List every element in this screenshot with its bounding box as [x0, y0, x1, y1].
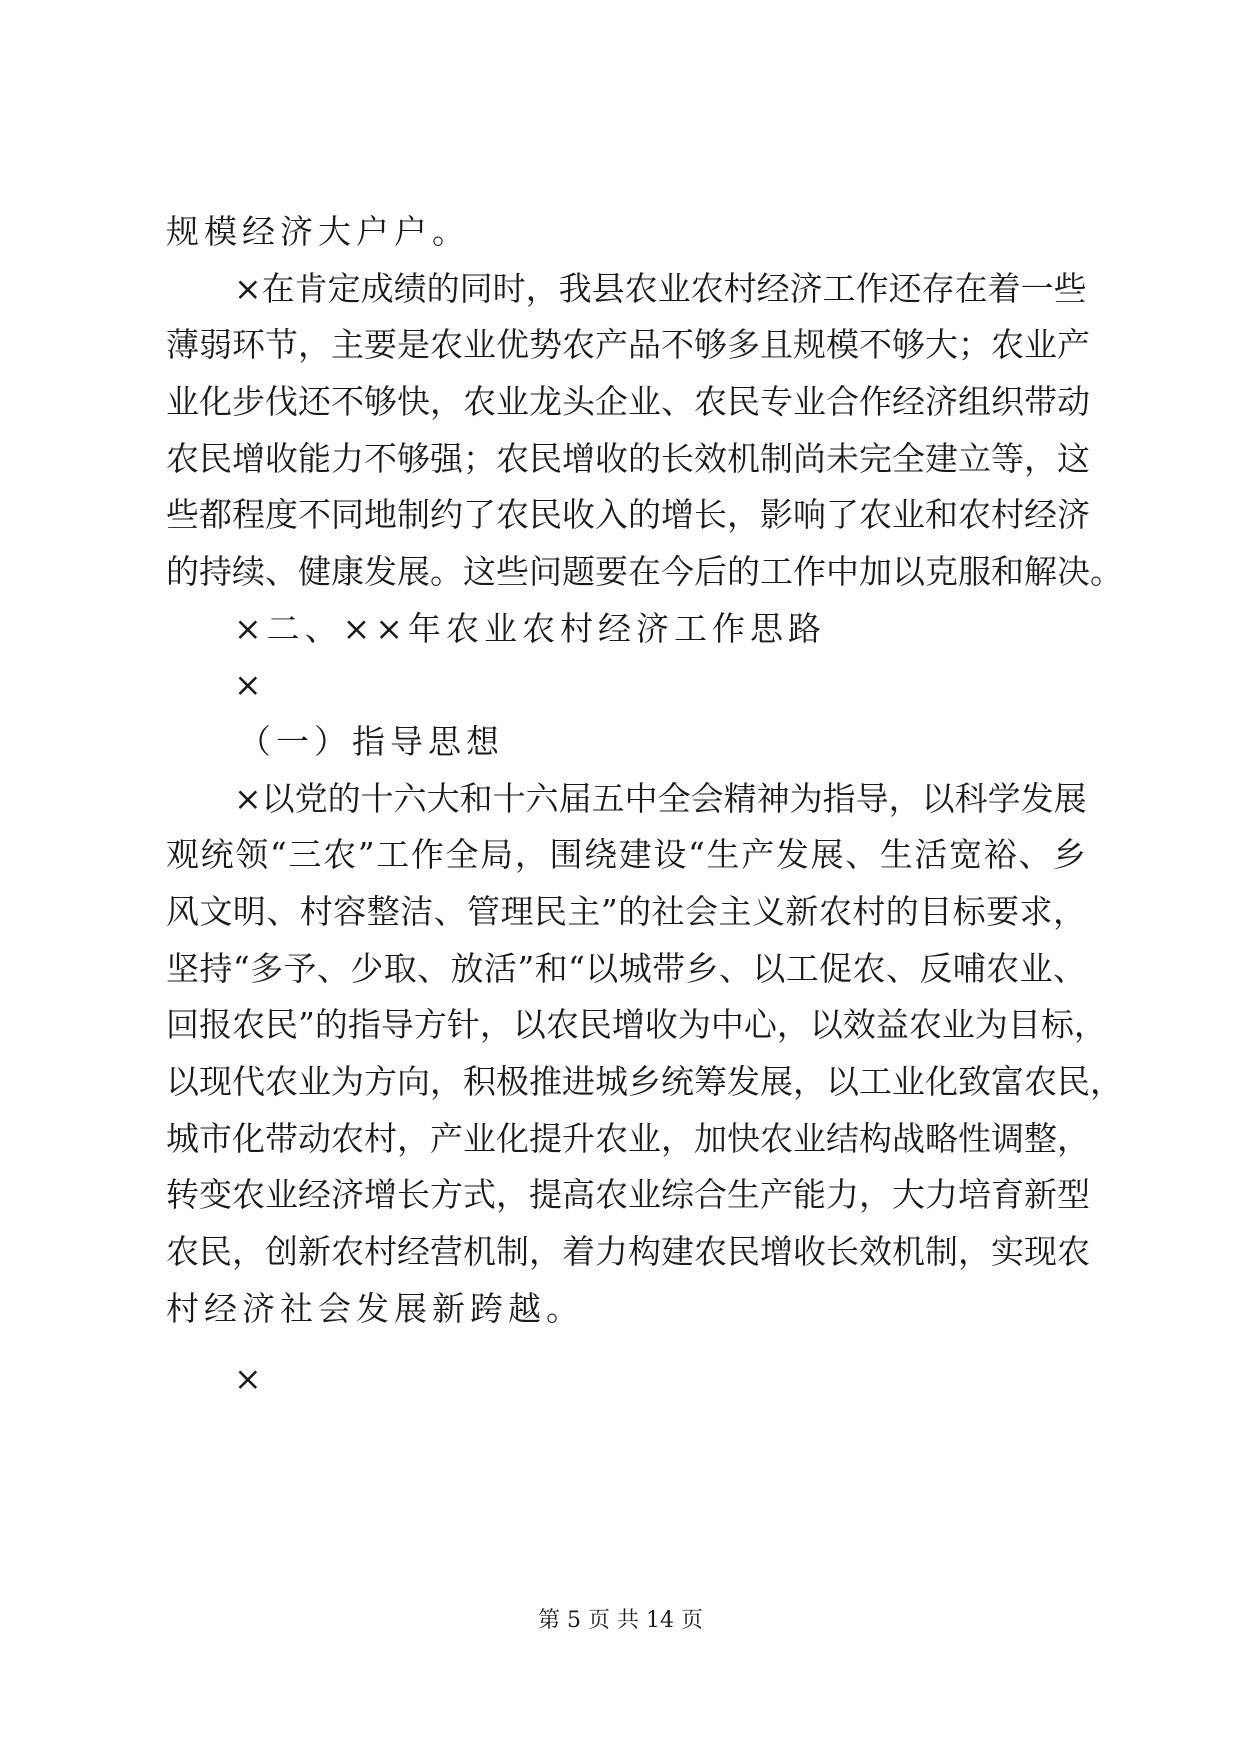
text-line-9: ×: [234, 665, 267, 704]
text-line-4: 业化步伐还不够快，农业龙头企业、农民专业合作经济组织带动: [166, 382, 1090, 421]
text-line-7: 的持续、健康发展。这些问题要在今后的工作中加以克服和解决。: [166, 552, 1123, 591]
text-line-12: 观统领“三农”工作全局，围绕建设“生产发展、生活宽裕、乡: [166, 835, 1086, 874]
text-line-6: 些都程度不同地制约了农民收入的增长，影响了农业和农村经济: [166, 495, 1090, 534]
text-line-14: 坚持“多予、少取、放活”和“以城带乡、以工促农、反哺农业、: [166, 949, 1086, 988]
subsection-heading: （一）指导思想: [238, 722, 504, 761]
section-heading: ×二、××年农业农村经济工作思路: [234, 609, 826, 648]
text-line-11: ×以党的十六大和十六届五中全会精神为指导，以科学发展: [234, 779, 1087, 818]
text-line-19: 农民，创新农村经营机制，着力构建农民增收长效机制，实现农: [166, 1232, 1090, 1271]
text-line-5: 农民增收能力不够强；农民增收的长效机制尚未完全建立等，这: [166, 439, 1090, 478]
text-line-3: 薄弱环节，主要是农业优势农产品不够多且规模不够大；农业产: [166, 325, 1090, 364]
text-line-1: 规模经济大户户。: [166, 212, 470, 251]
text-line-20: 村经济社会发展新跨越。: [166, 1289, 584, 1328]
text-line-16: 以现代农业为方向，积极推进城乡统筹发展，以工业化致富农民，: [166, 1062, 1123, 1101]
text-line-17: 城市化带动农村，产业化提升农业，加快农业结构战略性调整，: [166, 1119, 1090, 1158]
page-number-footer: 第 5 页 共 14 页: [538, 1608, 703, 1633]
text-line-2: ×在肯定成绩的同时，我县农业农村经济工作还存在着一些: [234, 269, 1087, 308]
text-line-15: 回报农民”的指导方针，以农民增收为中心，以效益农业为目标，: [166, 1005, 1107, 1044]
text-line-21: ×: [234, 1359, 267, 1398]
text-line-13: 风文明、村容整洁、管理民主”的社会主义新农村的目标要求，: [166, 892, 1086, 931]
text-line-18: 转变农业经济增长方式，提高农业综合生产能力，大力培育新型: [166, 1175, 1090, 1214]
